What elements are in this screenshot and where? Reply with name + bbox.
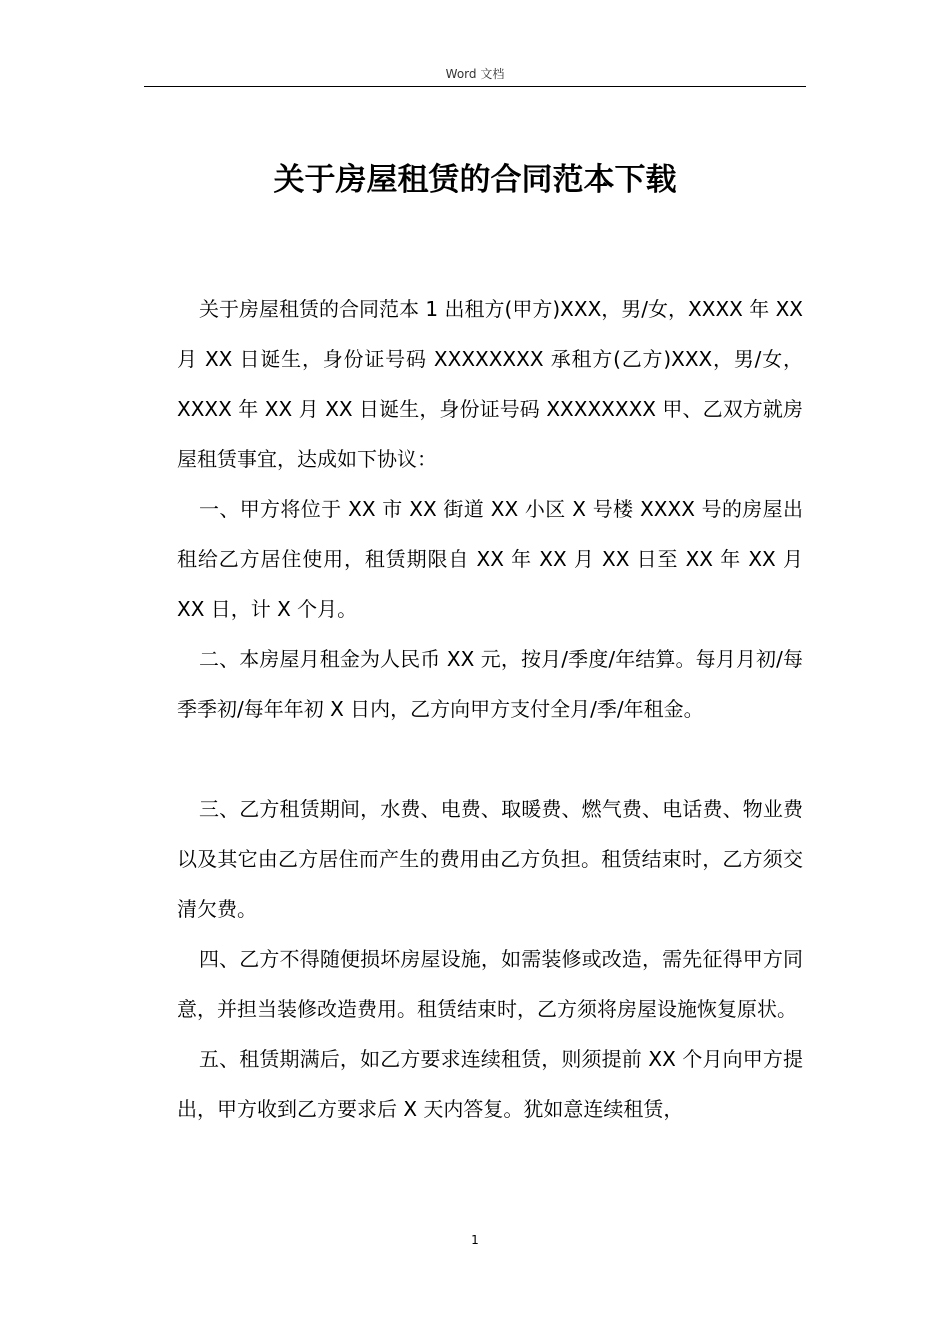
document-title: 关于房屋租赁的合同范本下载 (273, 162, 677, 198)
paragraph-clause-5: 五、租赁期满后，如乙方要求连续租赁，则须提前 XX 个月向甲方提出，甲方收到乙方要求后 X 天内答复。犹如意连续租赁， (177, 1047, 803, 1121)
page-number: 1 (471, 1233, 479, 1247)
paragraph-clause-2: 二、本房屋月租金为人民币 XX 元，按月/季度/年结算。每月月初/每季季初/每年年初 X 日内，乙方向甲方支付全月/季/年租金。 (177, 647, 803, 721)
header-divider (144, 86, 806, 87)
page-header: Word 文档 (445, 67, 505, 81)
paragraph-intro: 关于房屋租赁的合同范本 1 出租方(甲方)XXX，男/女，XXXX 年 XX 月 XX 日诞生，身份证号码 XXXXXXXX 承租方(乙方)XXX，男/女，XXXX 年 XX 月 XX 日诞生，身份证号码 XXXXXXXX 甲、乙双方就房屋租赁事宜，达成如下协议： (177, 297, 803, 471)
paragraph-clause-4: 四、乙方不得随便损坏房屋设施，如需装修或改造，需先征得甲方同意，并担当装修改造费用。租赁结束时，乙方须将房屋设施恢复原状。 (177, 947, 803, 1021)
document-body (177, 284, 803, 1134)
paragraph-clause-3: 三、乙方租赁期间，水费、电费、取暖费、燃气费、电话费、物业费以及其它由乙方居住而产生的费用由乙方负担。租赁结束时，乙方须交清欠费。 (177, 797, 803, 921)
paragraph-clause-1: 一、甲方将位于 XX 市 XX 街道 XX 小区 X 号楼 XXXX 号的房屋出租给乙方居住使用，租赁期限自 XX 年 XX 月 XX 日至 XX 年 XX 月 XX 日，计 X 个月。 (177, 497, 803, 621)
